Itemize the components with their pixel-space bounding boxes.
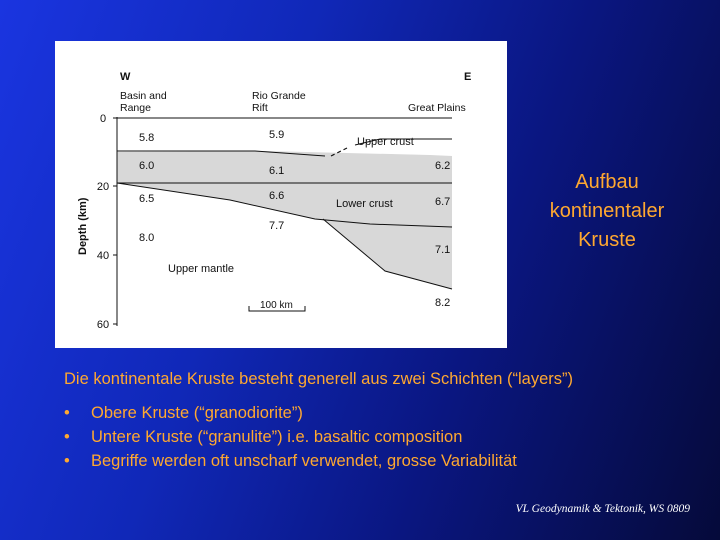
upper-crust-label: Upper crust <box>357 136 414 148</box>
scale-bar-label: 100 km <box>260 300 293 311</box>
depth-tick-label-60: 60 <box>96 319 110 331</box>
velocity-label: 6.1 <box>269 165 285 177</box>
direction-west-label: W <box>120 71 131 83</box>
velocity-label: 6.5 <box>139 193 155 205</box>
region-great-plains: Great Plains <box>408 102 466 114</box>
bullet-glyph: • <box>64 428 70 446</box>
region-basin-range-line1: Basin and <box>120 90 167 102</box>
bullet-list <box>64 402 704 474</box>
region-rio-grande-line2: Rift <box>252 102 268 114</box>
velocity-label: 6.2 <box>435 160 451 172</box>
bullet-text: Untere Kruste (“granulite”) i.e. basaltic composition <box>91 428 463 446</box>
velocity-label: 5.9 <box>269 129 285 141</box>
bullet-glyph: • <box>64 452 70 470</box>
depth-tick-label-20: 20 <box>96 181 110 193</box>
region-basin-range-line2: Range <box>120 102 151 114</box>
upper-mantle-label: Upper mantle <box>168 263 235 275</box>
velocity-label: 8.0 <box>139 232 155 244</box>
bullet-glyph: • <box>64 404 70 422</box>
slide-title-line: Aufbau <box>575 171 639 193</box>
bullet-item <box>64 426 704 450</box>
depth-tick-label-40: 40 <box>96 250 110 262</box>
velocity-label: 6.6 <box>269 190 285 202</box>
direction-east-label: E <box>464 71 472 83</box>
crustal-section-figure <box>55 41 507 348</box>
velocity-label: 7.7 <box>269 220 285 232</box>
slide-title <box>528 168 686 255</box>
upper-crust-shading <box>323 219 452 289</box>
velocity-label: 7.1 <box>435 244 451 256</box>
region-rio-grande-line1: Rio Grande <box>252 90 306 102</box>
velocity-label: 5.8 <box>139 132 155 144</box>
bullet-item <box>64 402 704 426</box>
velocity-label: 6.0 <box>139 160 155 172</box>
bullet-text: Begriffe werden oft unscharf verwendet, grosse Variabilität <box>91 452 517 470</box>
depth-tick-label-0: 0 <box>99 113 107 125</box>
depth-axis-label: Depth (km) <box>77 197 89 255</box>
velocity-label: 6.7 <box>435 196 451 208</box>
bullet-item <box>64 450 704 474</box>
bullet-text: Obere Kruste (“granodiorite”) <box>91 404 303 422</box>
crustal-section-diagram <box>55 41 507 348</box>
footer-course-label: VL Geodynamik & Tektonik, WS 0809 <box>515 503 690 515</box>
lower-crust-label: Lower crust <box>336 198 393 210</box>
lower-crust-fill <box>117 151 452 227</box>
velocity-label: 8.2 <box>435 297 451 309</box>
intro-text: Die kontinentale Kruste besteht generell aus zwei Schichten (“layers”) <box>64 370 574 388</box>
slide-title-line: Kruste <box>578 229 636 251</box>
slide-title-line: kontinentaler <box>549 200 665 222</box>
